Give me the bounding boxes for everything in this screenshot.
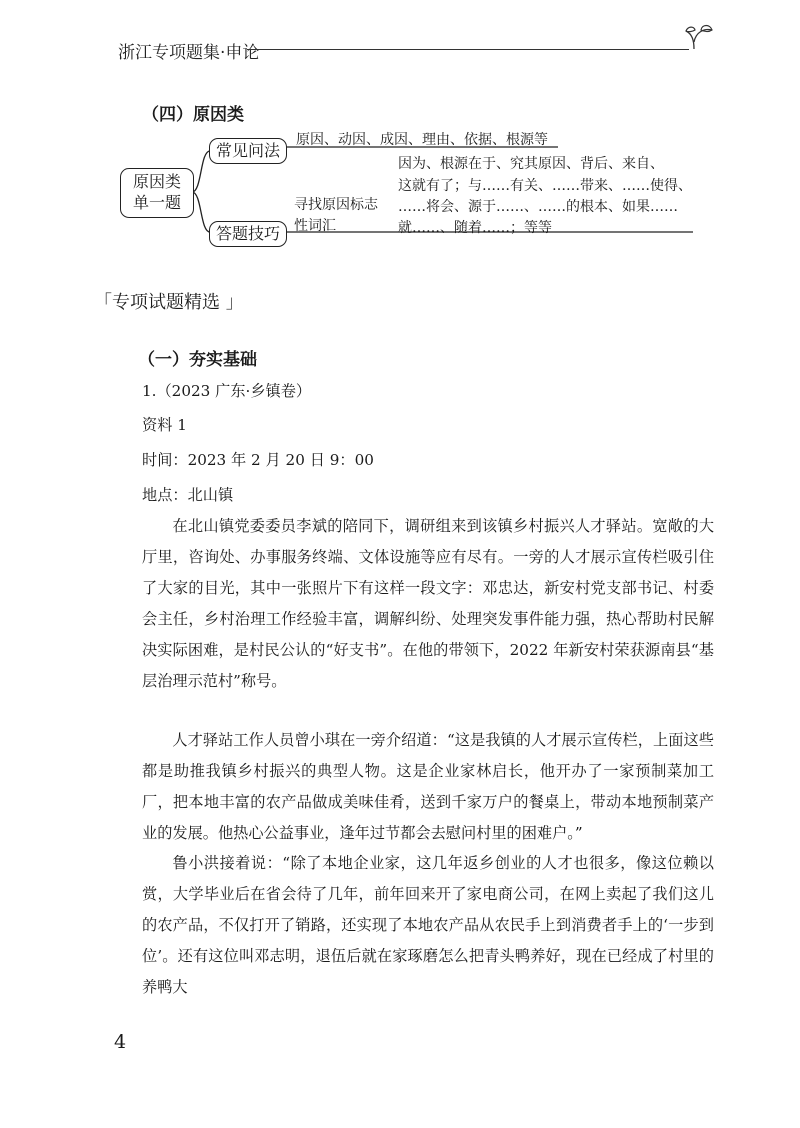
root-line-1: 原因类 <box>132 172 181 191</box>
marker-words-line-3: ……将会、源于……、……的根本、如果…… <box>398 199 678 215</box>
body-paragraph-1: 在北山镇党委委员李斌的陪同下，调研组来到该镇乡村振兴人才驿站。宽敞的大厅里，咨询处、办事服务终端、文体设施等应有尽有。一旁的人才展示宣传栏吸引住了大家的目光，其中一张照片下有这样一段文字：邓忠达，新安村党支部书记、村委会主任，乡村治理工作经验丰富，调解纠纷、处理突发事件能力强，热心帮助村民解决实际困难，是村民公认的“好支书”。在他的带领下，2022 年新安村荣获源南县“基层治理示范村”称号。 <box>142 517 714 690</box>
material-time: 时间：2023 年 2 月 20 日 9：00 <box>142 451 374 469</box>
special-section-title: 专项试题精选 <box>112 292 220 313</box>
material-label: 资料 1 <box>142 416 187 434</box>
root-line-2: 单一题 <box>132 193 181 212</box>
common-questions-text: 原因、动因、成因、理由、依据、根源等 <box>296 132 548 148</box>
special-section-heading <box>94 288 244 314</box>
question-number: 1.（2023 广东·乡镇卷） <box>142 382 312 400</box>
branch-questions-label: 常见问法 <box>215 141 280 160</box>
marker-words-line-2: 这就有了；与……有关、……带来、……使得、 <box>398 178 692 194</box>
skills-label-line-2: 性词汇 <box>294 218 336 234</box>
marker-words-line-1: 因为、根源在于、究其原因、背后、来自、 <box>398 156 664 172</box>
body-paragraph-3: 鲁小洪接着说：“除了本地企业家，这几年返乡创业的人才也很多，像这位赖以赏，大学毕业后在省会待了几年，前年回来开了家电商公司，在网上卖起了我们这儿的农产品，不仅打开了销路，还实现了本地农产品从农民手上到消费者手上的‘一步到位’。还有这位叫邓志明，退伍后就在家琢磨怎么把青头鸭养好，现在已经成了村里的养鸭大 <box>142 854 714 996</box>
part-one-title: （一）夯实基础 <box>138 350 257 370</box>
body-paragraph-2: 人才驿站工作人员曾小琪在一旁介绍道：“这是我镇的人才展示宣传栏，上面这些都是助推我镇乡村振兴的典型人物。这是企业家林启长，他开办了一家预制菜加工厂，把本地丰富的农产品做成美味佳肴，送到千家万户的餐桌上，带动本地预制菜产业的发展。他热心公益事业，逢年过节都会去慰问村里的困难户。” <box>142 731 714 842</box>
material-place: 地点：北山镇 <box>142 486 234 504</box>
bracket-right: 」 <box>220 292 244 313</box>
sprout-icon <box>682 22 718 52</box>
branch-questions-box <box>209 138 287 164</box>
section-title-reason: （四）原因类 <box>142 105 244 125</box>
branch-skills-box <box>209 221 287 247</box>
header-rule <box>247 49 689 50</box>
running-header: 浙江专项题集·申论 <box>118 43 260 63</box>
branch-skills-label: 答题技巧 <box>215 224 280 243</box>
root-box <box>120 168 194 218</box>
page-number: 4 <box>114 1031 127 1053</box>
bracket-left: 「 <box>94 292 112 313</box>
marker-words-line-4: 就……、随着……；等等 <box>398 220 552 236</box>
skills-label-line-1: 寻找原因标志 <box>294 197 378 213</box>
